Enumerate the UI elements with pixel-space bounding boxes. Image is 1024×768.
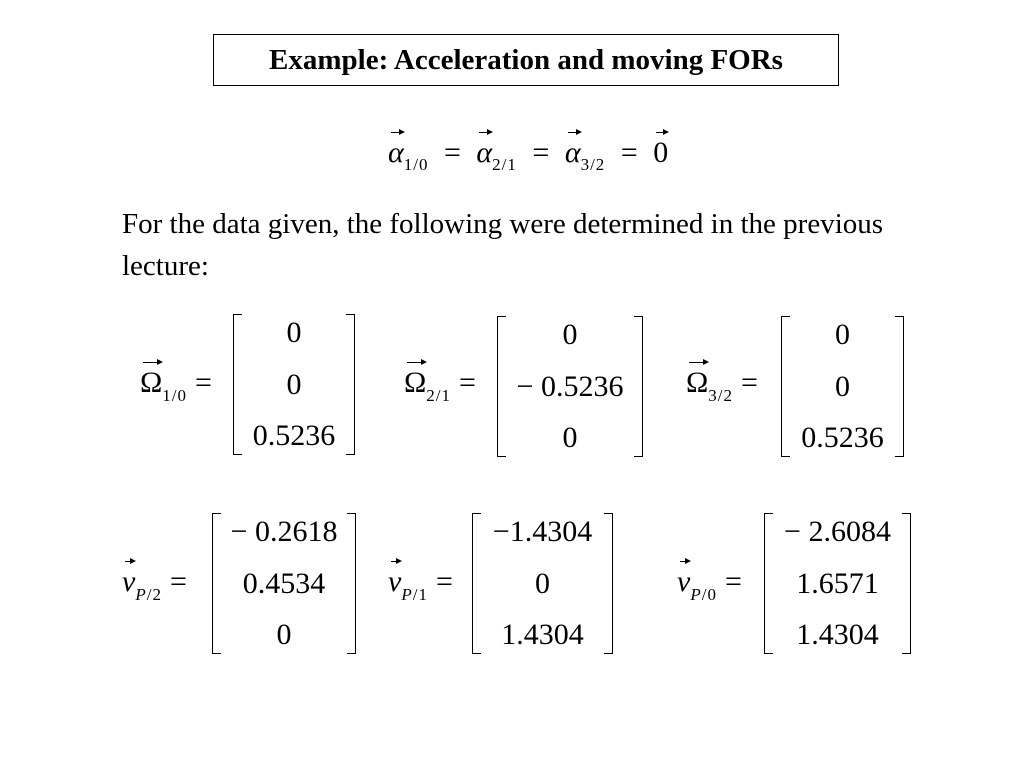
equals-sign: = (443, 136, 461, 169)
velocity-subscript-letter: P (135, 585, 147, 604)
equals-sign: = (532, 136, 550, 169)
alpha-symbol-2: α (476, 136, 493, 169)
matrix-cell: −1.4304 (492, 515, 593, 548)
velocity-subscript: /0 (701, 585, 717, 604)
matrix-cell: − 0.2618 (230, 515, 338, 548)
omega-label-3-2 (686, 368, 758, 404)
velocity-matrix-p-0 (764, 513, 911, 654)
omega-matrix-3-2 (781, 316, 904, 457)
matrix-cell: 0 (835, 369, 850, 403)
omega-matrix-1-0 (233, 314, 355, 455)
equals-sign: = (169, 565, 187, 598)
velocity-matrix-p-2 (212, 513, 356, 654)
alpha-symbol-3: α (564, 136, 581, 169)
velocity-label-p-0 (677, 567, 742, 603)
equals-sign: = (195, 366, 212, 399)
velocity-label-p-1 (388, 567, 453, 603)
omega-subscript: 1/0 (162, 386, 188, 405)
velocity-subscript-letter: P (401, 585, 413, 604)
omega-symbol: Ω (686, 366, 709, 399)
matrix-cell: 0 (562, 421, 578, 454)
matrix-cell: 0.5236 (252, 419, 336, 452)
matrix-cell: 0 (286, 316, 302, 349)
velocity-symbol: v (122, 565, 136, 598)
equals-sign: = (459, 366, 476, 399)
matrix-cell: 0 (276, 618, 292, 651)
matrix-cell: 0.4534 (242, 566, 326, 600)
alpha-equation (388, 138, 668, 173)
omega-symbol: Ω (404, 366, 427, 399)
matrix-cell: 0 (286, 367, 302, 401)
equals-sign: = (724, 565, 742, 598)
equals-sign: = (620, 136, 638, 169)
omega-label-1-0 (140, 368, 212, 404)
matrix-cell: − 2.6084 (784, 515, 891, 548)
matrix-cell: 0 (562, 318, 578, 351)
alpha-symbol-1: α (388, 136, 404, 169)
matrix-cell: 1.4304 (501, 618, 584, 651)
velocity-symbol: v (388, 565, 402, 598)
omega-symbol: Ω (140, 366, 163, 399)
body-paragraph: For the data given, the following were determined in the previous lecture: (122, 208, 884, 282)
matrix-cell: − 0.5236 (516, 369, 624, 403)
omega-subscript: 2/1 (426, 386, 452, 405)
omega-subscript: 3/2 (708, 386, 734, 405)
velocity-matrix-p-1 (472, 513, 613, 654)
zero-vector: 0 (653, 136, 669, 169)
equals-sign: = (435, 565, 453, 598)
equals-sign: = (741, 366, 758, 399)
omega-matrix-2-1 (497, 316, 643, 457)
velocity-subscript: /1 (412, 585, 428, 604)
velocity-subscript-letter: P (690, 585, 702, 604)
matrix-cell: 0 (535, 566, 550, 600)
alpha-subscript-3: 3/2 (580, 155, 606, 174)
matrix-cell: 1.4304 (796, 618, 879, 651)
velocity-symbol: v (677, 565, 691, 598)
alpha-subscript-1: 1/0 (403, 155, 429, 174)
alpha-subscript-2: 2/1 (492, 155, 517, 174)
matrix-cell: 0.5236 (801, 421, 884, 454)
matrix-cell: 0 (835, 318, 850, 351)
velocity-label-p-2 (122, 567, 187, 603)
matrix-cell: 1.6571 (796, 566, 879, 600)
velocity-subscript: /2 (146, 585, 162, 604)
omega-label-2-1 (404, 368, 476, 404)
slide-title: Example: Acceleration and moving FORs (213, 34, 839, 86)
